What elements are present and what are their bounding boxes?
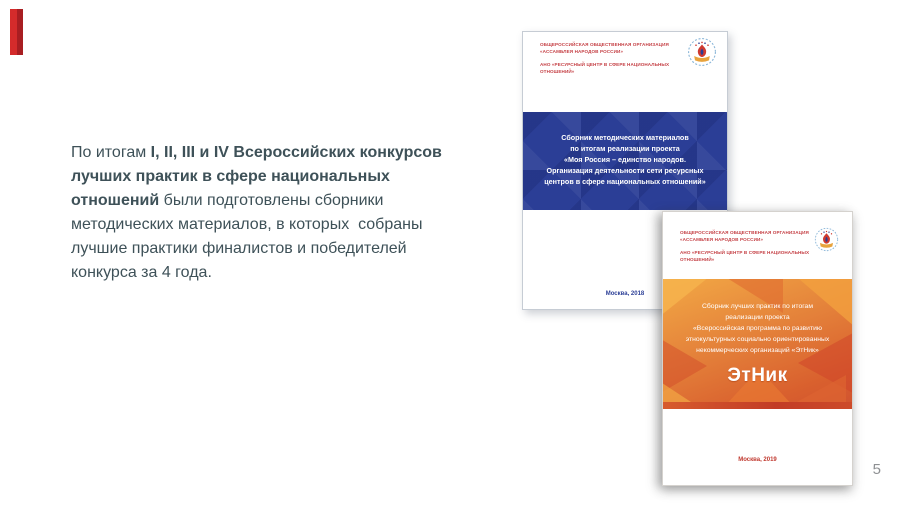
org-line: ОБЩЕРОССИЙСКАЯ ОБЩЕСТВЕННАЯ ОРГАНИЗАЦИЯ <box>540 42 669 47</box>
assembly-emblem-icon <box>687 37 717 67</box>
book-title-line: «Моя Россия – единство народов. <box>564 155 686 164</box>
publisher-text-block <box>680 229 815 263</box>
book-title-line: этнокультурных социально ориентированных <box>685 336 830 343</box>
band-bottom-strip <box>663 402 852 409</box>
assembly-emblem-icon <box>814 227 839 252</box>
book-title-line: реализации проекта <box>725 314 790 321</box>
body-line-1: По итогам I, II, III и IV Всероссийских конкурсов <box>71 144 442 161</box>
book-title-line: «Всероссийская программа по развитию <box>693 325 822 332</box>
imprint-city-year: Москва, 2019 <box>738 457 777 463</box>
slide-accent-bar <box>10 9 23 55</box>
org-line: АНО «РЕСУРСНЫЙ ЦЕНТР В СФЕРЕ НАЦИОНАЛЬНЫХ ОТНОШЕНИЙ» <box>540 62 670 74</box>
book-title-band <box>523 112 727 210</box>
org-line: ОБЩЕРОССИЙСКАЯ ОБЩЕСТВЕННАЯ ОРГАНИЗАЦИЯ <box>680 230 809 235</box>
imprint-city-year: Москва, 2018 <box>605 291 645 297</box>
book-title-band <box>663 279 852 409</box>
page-number: 5 <box>872 461 881 478</box>
org-line: «АССАМБЛЕЯ НАРОДОВ РОССИИ» <box>540 49 624 54</box>
etnik-logo-title: ЭтНик <box>727 365 788 386</box>
book-title-line: некоммерческих организаций «ЭтНик» <box>696 347 819 354</box>
publisher-text-block <box>540 41 680 75</box>
body-line-2: лучших практик в сфере национальных <box>71 168 390 185</box>
book-title-line: по итогам реализации проекта <box>570 144 680 153</box>
body-line-5: лучшие практики финалистов и победителей <box>71 240 407 257</box>
org-line: АНО «РЕСУРСНЫЙ ЦЕНТР В СФЕРЕ НАЦИОНАЛЬНЫХ ОТНОШЕНИЙ» <box>680 250 810 262</box>
body-line-4: методических материалов, в которых собраны <box>71 216 423 233</box>
book-title-line: Организация деятельности сети ресурсных <box>546 166 704 175</box>
book-title-line: Сборник методических материалов <box>561 133 689 142</box>
book-title-line: центров в сфере национальных отношений» <box>544 177 706 186</box>
book-title-line: Сборник лучших практик по итогам <box>701 303 814 310</box>
org-line: «АССАМБЛЕЯ НАРОДОВ РОССИИ» <box>680 237 764 242</box>
body-line-3: отношений были подготовлены сборники <box>71 192 384 209</box>
slide-body-paragraph <box>71 141 491 285</box>
book-cover-2019 <box>662 211 853 486</box>
body-line-6: конкурса за 4 года. <box>71 264 212 281</box>
